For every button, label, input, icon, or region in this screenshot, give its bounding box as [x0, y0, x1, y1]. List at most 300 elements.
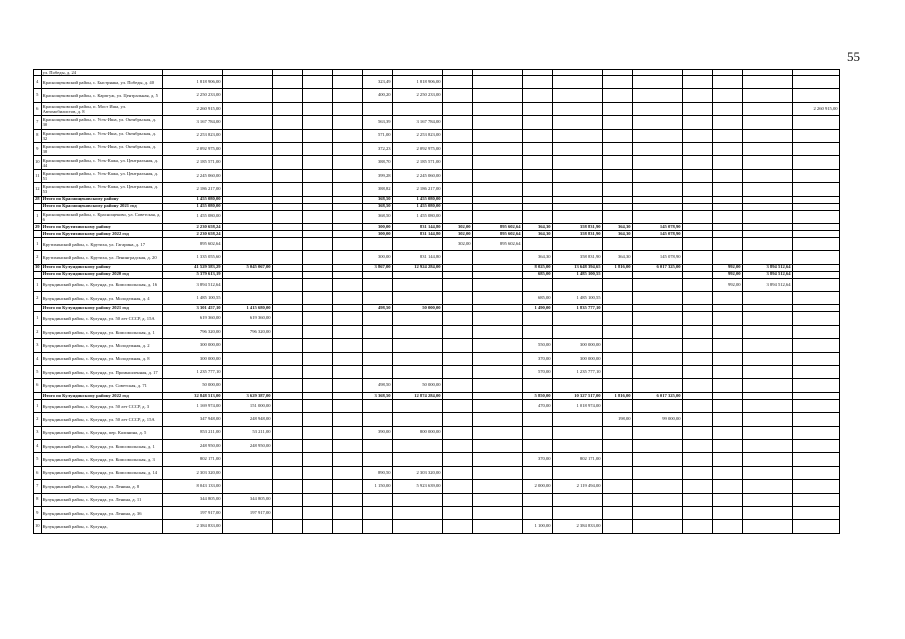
- value-cell: [272, 480, 302, 493]
- value-cell: 300,00: [362, 230, 392, 237]
- value-cell: [442, 251, 472, 264]
- value-cell: [632, 466, 682, 479]
- table-row: [34, 366, 840, 379]
- value-cell: [602, 89, 632, 102]
- value-cell: [522, 156, 552, 169]
- value-cell: [472, 493, 522, 506]
- value-cell: [682, 506, 712, 519]
- value-cell: [302, 426, 332, 439]
- value-cell: [522, 102, 552, 115]
- value-cell: 619 360,00: [162, 312, 222, 325]
- table-row: [34, 413, 840, 426]
- address-cell: Краснощековский район, с. Быстрянка, ул. Победы, д. 40: [41, 76, 162, 89]
- value-cell: 2 384 833,00: [552, 520, 602, 533]
- address-cell: Краснощековский район, с. Усть-Кажа, ул. Центральная, д. 51: [41, 169, 162, 182]
- value-cell: [442, 142, 472, 155]
- value-cell: [712, 230, 742, 237]
- value-cell: [602, 156, 632, 169]
- value-cell: [632, 183, 682, 196]
- value-cell: [742, 142, 792, 155]
- value-cell: 2 092 975,00: [392, 142, 442, 155]
- value-cell: [552, 325, 602, 338]
- value-cell: 248 950,00: [162, 439, 222, 452]
- value-cell: [742, 237, 792, 250]
- address-cell: Итого по Кулундинскому району: [41, 264, 162, 271]
- value-cell: [442, 292, 472, 305]
- value-cell: 2 119 494,00: [552, 480, 602, 493]
- value-cell: 358 831,90: [552, 223, 602, 230]
- value-cell: [272, 426, 302, 439]
- value-cell: [302, 76, 332, 89]
- value-cell: [222, 230, 272, 237]
- value-cell: [682, 169, 712, 182]
- value-cell: [332, 89, 362, 102]
- value-cell: 2 384 833,00: [162, 520, 222, 533]
- value-cell: [602, 520, 632, 533]
- value-cell: [522, 116, 552, 129]
- table-row: [34, 426, 840, 439]
- value-cell: [712, 102, 742, 115]
- value-cell: [712, 493, 742, 506]
- value-cell: [682, 203, 712, 210]
- value-cell: [632, 480, 682, 493]
- value-cell: [682, 379, 712, 392]
- value-cell: [302, 366, 332, 379]
- value-cell: [472, 466, 522, 479]
- value-cell: [522, 506, 552, 519]
- value-cell: [742, 325, 792, 338]
- value-cell: 1 018 974,00: [552, 399, 602, 412]
- value-cell: 3 167 784,00: [162, 116, 222, 129]
- row-index: 11: [34, 169, 42, 182]
- value-cell: [522, 278, 552, 291]
- value-cell: [272, 89, 302, 102]
- value-cell: [712, 339, 742, 352]
- value-cell: 895 602,64: [472, 223, 522, 230]
- value-cell: 5 923 639,00: [392, 480, 442, 493]
- row-index: 12: [34, 183, 42, 196]
- value-cell: [742, 305, 792, 312]
- value-cell: 5 045 067,00: [222, 264, 272, 271]
- value-cell: [302, 379, 332, 392]
- address-cell: Краснощековский район, с. Усть-Иша, ул. Октябрьская, д. 38: [41, 142, 162, 155]
- value-cell: 2 303 320,00: [392, 466, 442, 479]
- value-cell: [332, 480, 362, 493]
- value-cell: [602, 76, 632, 89]
- value-cell: 302,00: [442, 230, 472, 237]
- value-cell: [332, 210, 362, 223]
- value-cell: 800 000,00: [392, 426, 442, 439]
- table-row: [34, 183, 840, 196]
- value-cell: [332, 399, 362, 412]
- value-cell: [602, 506, 632, 519]
- value-cell: [552, 196, 602, 203]
- value-cell: [522, 142, 552, 155]
- value-cell: [272, 292, 302, 305]
- table-row: [34, 156, 840, 169]
- value-cell: [682, 278, 712, 291]
- value-cell: [792, 292, 839, 305]
- value-cell: 370,00: [522, 352, 552, 365]
- value-cell: [472, 520, 522, 533]
- value-cell: 13 648 394,65: [552, 264, 602, 271]
- address-cell: Краснощековский район, с. Усть-Иша, ул. Октябрьская, д. 30: [41, 116, 162, 129]
- value-cell: 1 485 100,55: [552, 271, 602, 278]
- value-cell: [682, 230, 712, 237]
- value-cell: 145 078,90: [632, 223, 682, 230]
- value-cell: [272, 76, 302, 89]
- value-cell: [272, 392, 302, 399]
- value-cell: [682, 480, 712, 493]
- value-cell: 2 253 823,00: [162, 129, 222, 142]
- address-cell: Кулундинский район, с. Кулунда, ул. Комсомольская, д. 14: [41, 466, 162, 479]
- value-cell: [332, 292, 362, 305]
- value-cell: [712, 439, 742, 452]
- value-cell: [632, 196, 682, 203]
- table-row: [34, 116, 840, 129]
- value-cell: [522, 183, 552, 196]
- value-cell: [712, 305, 742, 312]
- value-cell: [682, 76, 712, 89]
- value-cell: [792, 366, 839, 379]
- row-index: [34, 203, 42, 210]
- value-cell: [302, 89, 332, 102]
- value-cell: [222, 352, 272, 365]
- value-cell: [602, 102, 632, 115]
- total-row: [34, 392, 840, 399]
- value-cell: [272, 251, 302, 264]
- table-body: [34, 70, 840, 534]
- value-cell: [552, 129, 602, 142]
- value-cell: 2 092 975,00: [162, 142, 222, 155]
- value-cell: [302, 264, 332, 271]
- address-cell: Кулундинский район, с. Кулунда, ул. 50 лет СССР, д. 15А: [41, 312, 162, 325]
- address-cell: Краснощековский район, с. Краснощеково, ул. Советская, д. 6: [42, 211, 161, 222]
- row-index: 6: [34, 102, 42, 115]
- value-cell: [682, 392, 712, 399]
- value-cell: [682, 292, 712, 305]
- value-cell: [442, 210, 472, 223]
- value-cell: [602, 305, 632, 312]
- value-cell: [742, 453, 792, 466]
- value-cell: [742, 230, 792, 237]
- value-cell: [552, 210, 602, 223]
- value-cell: 3 867,00: [362, 264, 392, 271]
- value-cell: 1 485 100,55: [162, 292, 222, 305]
- value-cell: [272, 264, 302, 271]
- value-cell: [712, 480, 742, 493]
- value-cell: [442, 506, 472, 519]
- value-cell: [552, 439, 602, 452]
- value-cell: 300,00: [362, 251, 392, 264]
- value-cell: 1 835 777,10: [552, 305, 602, 312]
- value-cell: [362, 520, 392, 533]
- value-cell: [742, 480, 792, 493]
- value-cell: [682, 89, 712, 102]
- value-cell: [332, 453, 362, 466]
- value-cell: [792, 230, 839, 237]
- value-cell: 2 253 823,00: [392, 129, 442, 142]
- value-cell: [632, 325, 682, 338]
- value-cell: [682, 271, 712, 278]
- value-cell: [302, 399, 332, 412]
- value-cell: [712, 210, 742, 223]
- value-cell: 344 805,00: [222, 493, 272, 506]
- value-cell: [632, 366, 682, 379]
- value-cell: 300 000,00: [552, 352, 602, 365]
- value-cell: [302, 439, 332, 452]
- value-cell: [442, 278, 472, 291]
- value-cell: [792, 453, 839, 466]
- value-cell: 796 320,00: [162, 325, 222, 338]
- address-cell: ул. Победы, д. 24: [41, 70, 162, 76]
- value-cell: [362, 366, 392, 379]
- address-cell: Итого по Кулундинскому району 2021 год: [41, 305, 162, 312]
- value-cell: [392, 399, 442, 412]
- value-cell: [272, 116, 302, 129]
- value-cell: 2 260 915,00: [792, 102, 839, 115]
- row-index: 10: [34, 156, 42, 169]
- value-cell: [302, 506, 332, 519]
- value-cell: [272, 230, 302, 237]
- value-cell: [472, 129, 522, 142]
- value-cell: 1 150,00: [362, 480, 392, 493]
- value-cell: [472, 102, 522, 115]
- value-cell: [742, 251, 792, 264]
- value-cell: 550,00: [522, 339, 552, 352]
- row-index: 2: [34, 413, 42, 426]
- value-cell: [442, 392, 472, 399]
- value-cell: 1 818 906,00: [392, 76, 442, 89]
- value-cell: 300,00: [362, 223, 392, 230]
- value-cell: [552, 413, 602, 426]
- row-index: 5: [34, 89, 42, 102]
- row-index: 8: [34, 493, 42, 506]
- value-cell: [302, 453, 332, 466]
- value-cell: [602, 237, 632, 250]
- table-row: [34, 251, 840, 264]
- value-cell: 2 186 217,00: [392, 183, 442, 196]
- value-cell: [472, 116, 522, 129]
- table-row: [34, 76, 840, 89]
- value-cell: [552, 89, 602, 102]
- table-row: [34, 312, 840, 325]
- value-cell: 3 629 387,00: [222, 392, 272, 399]
- value-cell: [362, 292, 392, 305]
- value-cell: [632, 493, 682, 506]
- value-cell: [222, 453, 272, 466]
- address-cell: Итого по Кулундинскому району 2020 год: [41, 271, 162, 278]
- value-cell: [332, 520, 362, 533]
- value-cell: [632, 426, 682, 439]
- row-index: 9: [34, 506, 42, 519]
- value-cell: [302, 325, 332, 338]
- value-cell: [742, 366, 792, 379]
- value-cell: [222, 278, 272, 291]
- value-cell: [682, 264, 712, 271]
- value-cell: [682, 520, 712, 533]
- value-cell: 498,50: [362, 379, 392, 392]
- value-cell: [332, 264, 362, 271]
- value-cell: [602, 339, 632, 352]
- value-cell: [522, 76, 552, 89]
- row-index: 9: [34, 142, 42, 155]
- value-cell: [602, 169, 632, 182]
- value-cell: 2 250 233,00: [392, 89, 442, 102]
- value-cell: [302, 203, 332, 210]
- value-cell: [552, 312, 602, 325]
- value-cell: [632, 76, 682, 89]
- value-cell: [712, 312, 742, 325]
- value-cell: [222, 237, 272, 250]
- value-cell: [442, 196, 472, 203]
- value-cell: [222, 76, 272, 89]
- value-cell: [792, 506, 839, 519]
- page-number: 55: [847, 49, 860, 64]
- value-cell: 1 169 974,00: [162, 399, 222, 412]
- value-cell: [272, 366, 302, 379]
- value-cell: [362, 271, 392, 278]
- value-cell: [392, 506, 442, 519]
- value-cell: [332, 230, 362, 237]
- value-cell: [712, 352, 742, 365]
- value-cell: 8 043 133,00: [162, 480, 222, 493]
- table-row: [34, 379, 840, 392]
- value-cell: 895 602,64: [472, 230, 522, 237]
- row-index: 1: [34, 399, 42, 412]
- value-cell: 570,00: [522, 366, 552, 379]
- address-cell: Кулундинский район, с. Кулунда, ул. Ленина, д. 11: [41, 493, 162, 506]
- table-row: [34, 453, 840, 466]
- value-cell: [442, 156, 472, 169]
- row-index: 10: [34, 520, 42, 533]
- value-cell: [392, 352, 442, 365]
- value-cell: [272, 399, 302, 412]
- value-cell: [742, 413, 792, 426]
- value-cell: 400,20: [362, 89, 392, 102]
- value-cell: [222, 480, 272, 493]
- value-cell: 198,00: [602, 413, 632, 426]
- value-cell: 802 171,00: [552, 453, 602, 466]
- value-cell: 992,00: [712, 271, 742, 278]
- row-index: 4: [34, 439, 42, 452]
- value-cell: 302,00: [442, 223, 472, 230]
- value-cell: 831 144,80: [392, 251, 442, 264]
- value-cell: [392, 339, 442, 352]
- value-cell: [632, 89, 682, 102]
- value-cell: 3 167 784,00: [392, 116, 442, 129]
- value-cell: [302, 237, 332, 250]
- value-cell: [472, 264, 522, 271]
- value-cell: [362, 237, 392, 250]
- value-cell: 1 455 080,00: [162, 196, 222, 203]
- value-cell: [552, 426, 602, 439]
- value-cell: 248 950,00: [222, 439, 272, 452]
- value-cell: [302, 413, 332, 426]
- value-cell: 831 144,80: [392, 230, 442, 237]
- table-row: [34, 506, 840, 519]
- value-cell: 2 245 060,00: [392, 169, 442, 182]
- value-cell: [712, 142, 742, 155]
- value-cell: 3 894 512,64: [742, 264, 792, 271]
- value-cell: [552, 203, 602, 210]
- value-cell: [332, 366, 362, 379]
- value-cell: [302, 392, 332, 399]
- value-cell: 50 000,00: [392, 379, 442, 392]
- row-index: 29: [35, 223, 40, 229]
- address-cell: Краснощековский район, п. Мост Иша, ул. Автомобилистов, д. 8: [41, 102, 162, 115]
- value-cell: 895 602,64: [472, 237, 522, 250]
- value-cell: [522, 493, 552, 506]
- value-cell: [332, 506, 362, 519]
- value-cell: 2 186 217,00: [162, 183, 222, 196]
- value-cell: [742, 196, 792, 203]
- value-cell: 470,00: [522, 399, 552, 412]
- value-cell: 6 017 325,00: [632, 392, 682, 399]
- value-cell: [632, 116, 682, 129]
- value-cell: [332, 493, 362, 506]
- value-cell: [302, 305, 332, 312]
- total-row: [34, 196, 840, 203]
- address-cell: Кулундинский район, с. Кулунда, ул. Комсомольская, д. 3: [41, 453, 162, 466]
- value-cell: [442, 203, 472, 210]
- value-cell: [682, 439, 712, 452]
- value-cell: [552, 466, 602, 479]
- value-cell: 853 211,00: [162, 426, 222, 439]
- value-cell: [522, 196, 552, 203]
- value-cell: [332, 305, 362, 312]
- value-cell: [362, 399, 392, 412]
- value-cell: [632, 203, 682, 210]
- address-cell: Кулундинский район, с. Кулунда, ул. Комсомольская, д. 1: [41, 325, 162, 338]
- value-cell: [332, 251, 362, 264]
- value-cell: [712, 76, 742, 89]
- value-cell: [332, 129, 362, 142]
- value-cell: [792, 312, 839, 325]
- value-cell: [632, 305, 682, 312]
- row-index: 1: [34, 237, 42, 250]
- value-cell: [712, 129, 742, 142]
- value-cell: [792, 183, 839, 196]
- value-cell: [602, 116, 632, 129]
- value-cell: [632, 129, 682, 142]
- value-cell: [792, 169, 839, 182]
- value-cell: [792, 203, 839, 210]
- value-cell: [222, 292, 272, 305]
- value-cell: 1 816,00: [602, 264, 632, 271]
- value-cell: [272, 325, 302, 338]
- value-cell: [742, 520, 792, 533]
- value-cell: [472, 506, 522, 519]
- address-cell: Кулундинский район, с. Кулунда, ул. 50 лет СССР, д. 15А: [41, 413, 162, 426]
- value-cell: 796 320,00: [222, 325, 272, 338]
- value-cell: [602, 183, 632, 196]
- value-cell: [302, 292, 332, 305]
- value-cell: [792, 156, 839, 169]
- value-cell: [522, 129, 552, 142]
- value-cell: 1 455 080,00: [162, 210, 222, 223]
- value-cell: [552, 183, 602, 196]
- value-cell: 390,00: [362, 426, 392, 439]
- value-cell: [302, 480, 332, 493]
- value-cell: [552, 278, 602, 291]
- value-cell: [332, 102, 362, 115]
- row-index: [34, 392, 42, 399]
- table-row: [34, 399, 840, 412]
- value-cell: 3 301 457,10: [162, 305, 222, 312]
- value-cell: [602, 312, 632, 325]
- value-cell: 1 455 080,00: [162, 203, 222, 210]
